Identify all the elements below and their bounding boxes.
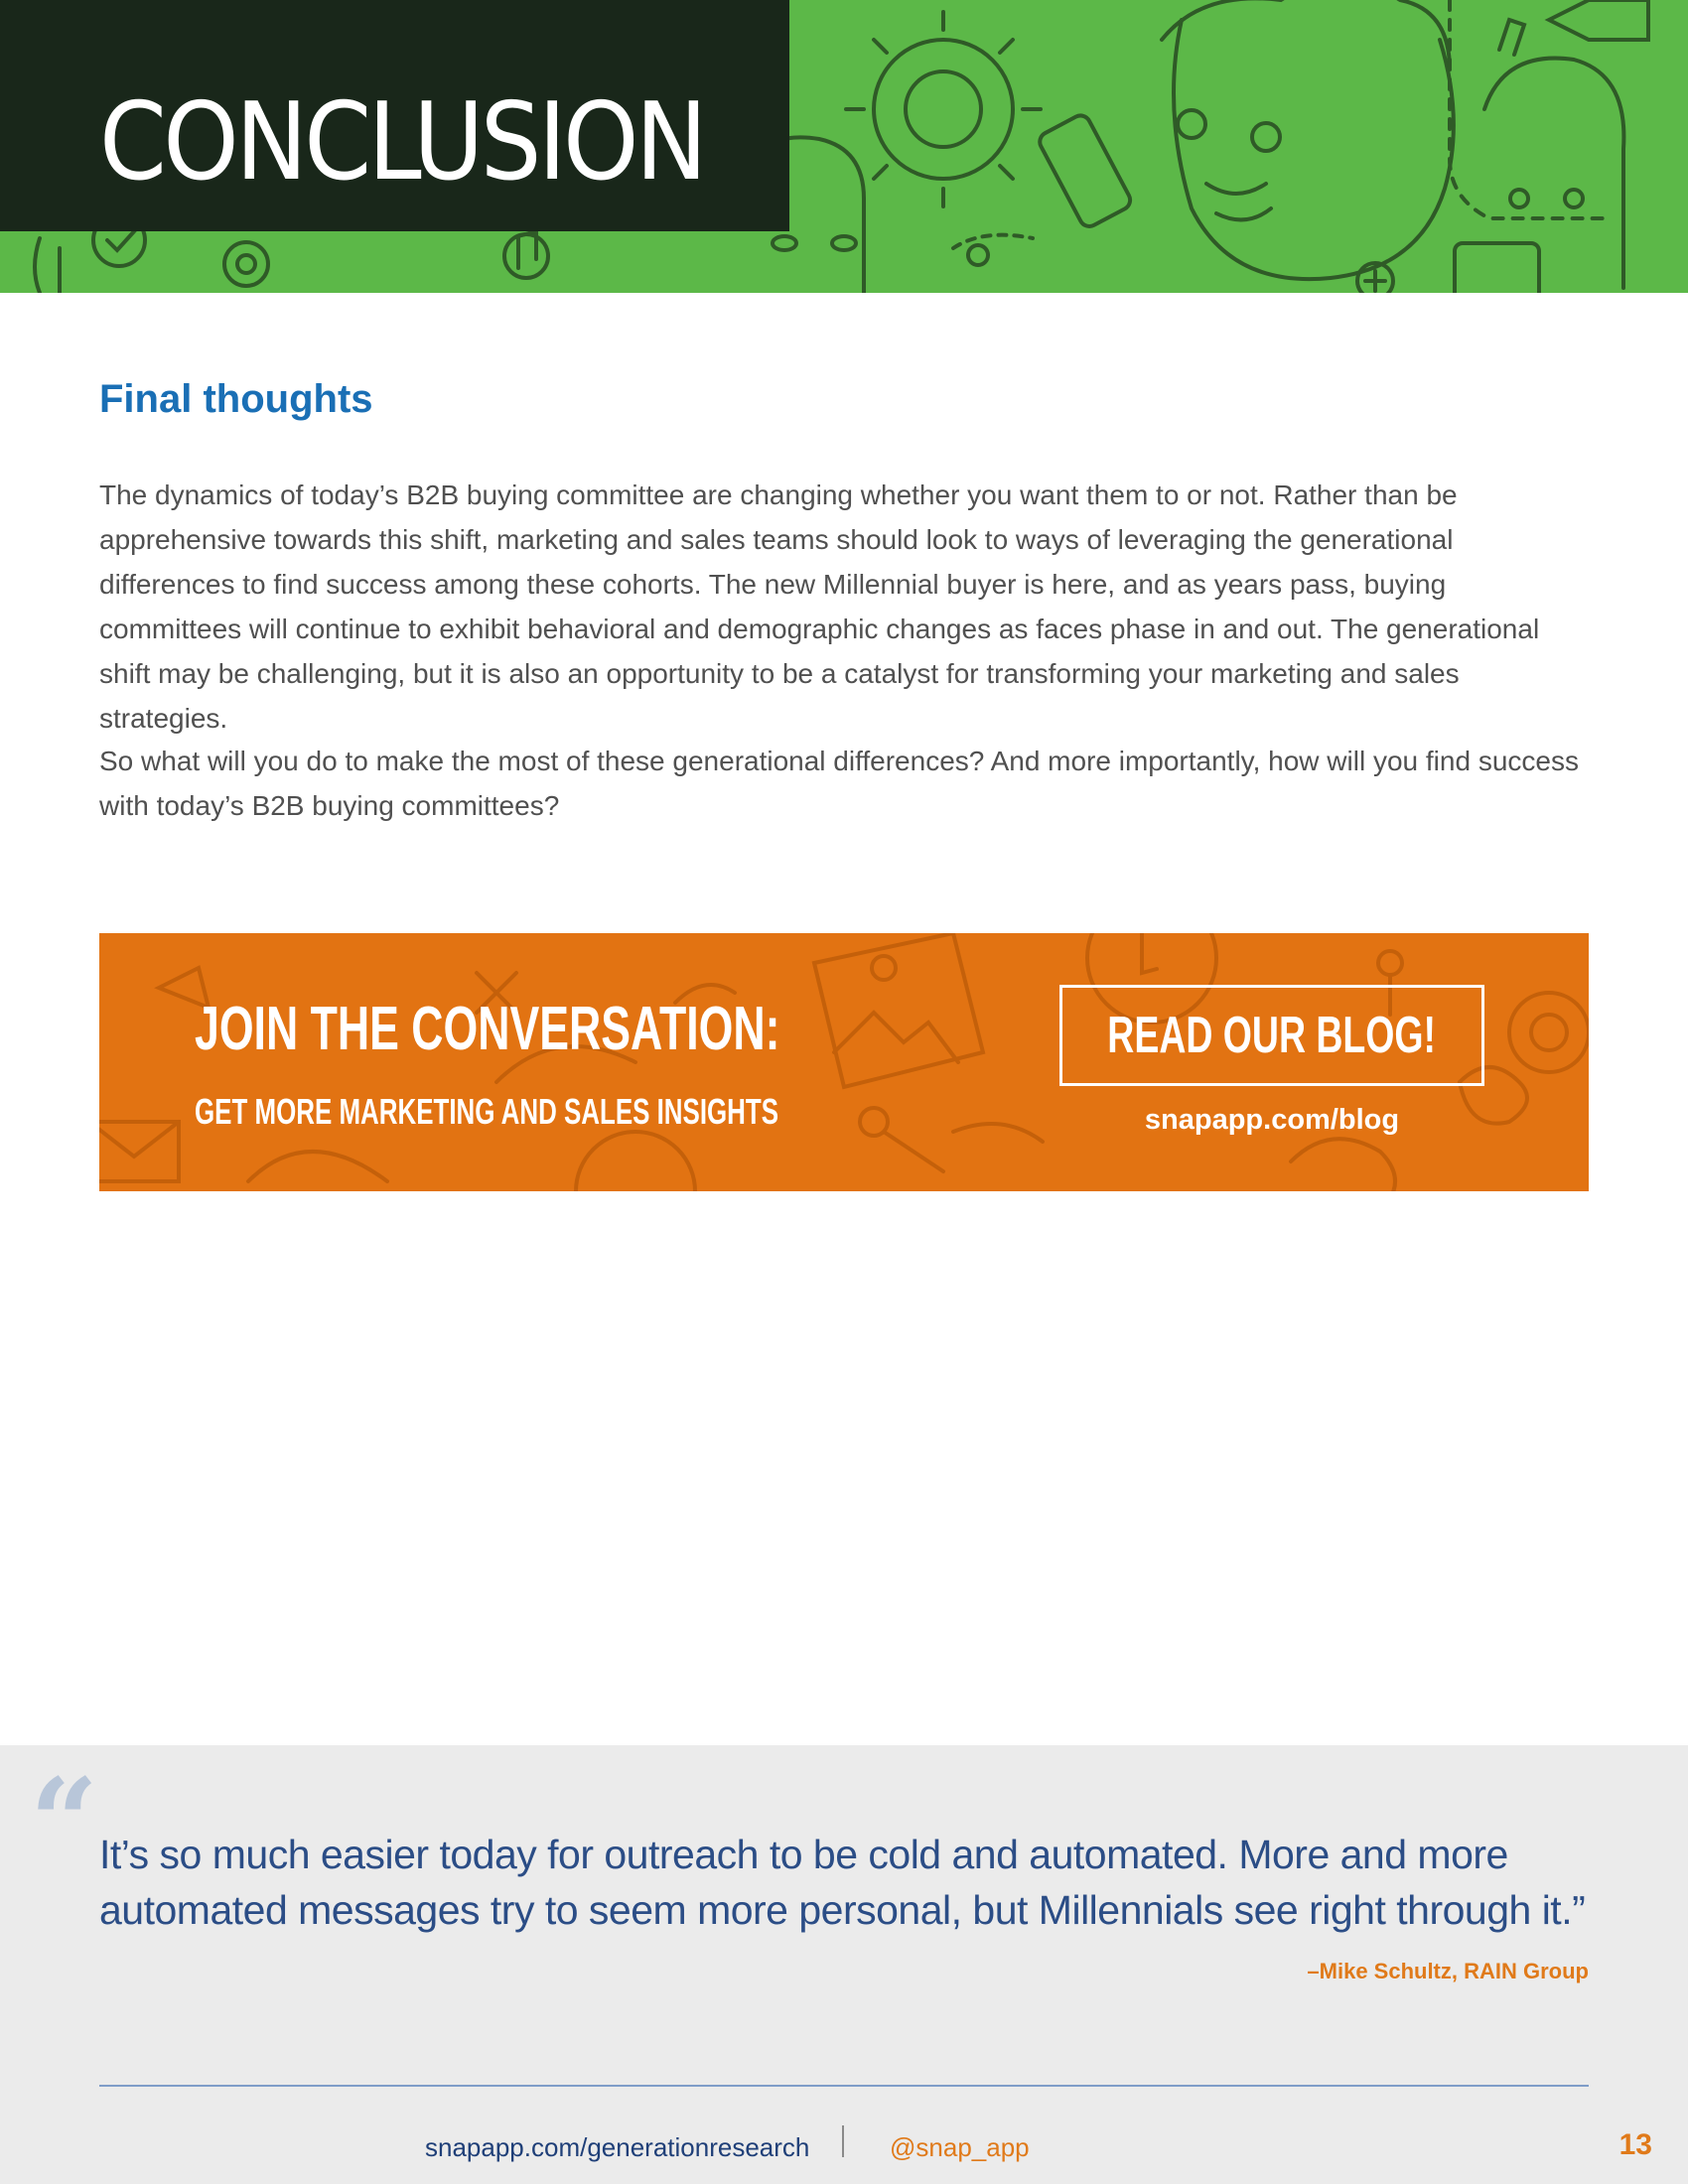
footer-twitter-handle[interactable]: @snap_app <box>890 2132 1030 2162</box>
title-block <box>0 0 789 231</box>
blog-link[interactable]: snapapp.com/blog <box>1144 1104 1400 1136</box>
cartoon-face-illustration <box>1162 0 1454 279</box>
quote-attribution: –Mike Schultz, RAIN Group <box>1307 1959 1589 1983</box>
read-blog-button-label: READ OUR BLOG! <box>1107 1007 1437 1064</box>
footer-url-link[interactable]: snapapp.com/generationresearch <box>425 2132 810 2162</box>
section-heading: Final thoughts <box>99 377 373 421</box>
quote-section <box>0 1745 1688 2184</box>
mail-icon <box>99 1122 179 1181</box>
page-title: CONCLUSION <box>99 80 705 205</box>
header-banner <box>0 0 1688 293</box>
image-icon <box>814 933 983 1087</box>
footer-separator <box>842 2125 844 2157</box>
pull-quote: It’s so much easier today for outreach to be cold and automated. More and more automated messages try to seem more personal, but Millennials see right through it.” <box>99 1832 1586 1933</box>
body-paragraph-1: The dynamics of today’s B2B buying committee are changing whether you want them to or not. Rather than be apprehensive towards this shift, marketing and sales teams should look to ways of leveraging the generational differences to find success among these cohorts. The new Millennial buyer is here, and as years pass, buying committees will continue to exhibit behavioral and demographic changes as faces phase in and out. The generational shift may be challenging, but it is also an opportunity to be a catalyst for transforming your marketing and sales strategies. <box>99 479 1540 734</box>
cta-banner <box>99 933 1589 1191</box>
gear-icon <box>846 12 1041 206</box>
page-number: 13 <box>1618 2128 1652 2161</box>
body-paragraph-2: So what will you do to make the most of these generational differences? And more importantly, how will you find success with today’s B2B buying committees? <box>99 746 1579 821</box>
read-blog-button[interactable] <box>1059 985 1484 1086</box>
footer-divider <box>99 2085 1589 2087</box>
phone-icon <box>1037 112 1134 230</box>
quote-mark-icon: “ <box>30 1752 99 1892</box>
cta-headline: JOIN THE CONVERSATION: <box>195 995 780 1063</box>
cta-subline: GET MORE MARKETING AND SALES INSIGHTS <box>195 1091 779 1132</box>
